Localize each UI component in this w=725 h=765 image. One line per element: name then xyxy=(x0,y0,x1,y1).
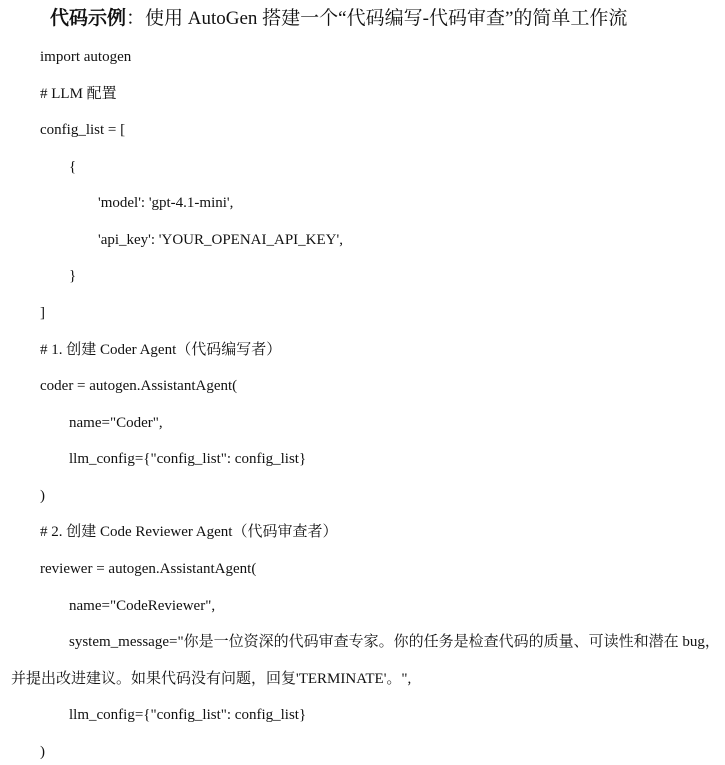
code-line: 'api_key': 'YOUR_OPENAI_API_KEY', xyxy=(98,232,343,248)
code-line: name="CodeReviewer", xyxy=(69,598,216,614)
code-line: import autogen xyxy=(40,49,132,65)
code-line: name="Coder", xyxy=(69,415,163,431)
code-line: system_message="你是一位资深的代码审查专家。你的任务是检查代码的质量、可读性和潜在 bug， xyxy=(69,634,720,650)
code-line: llm_config={"config_list": config_list} xyxy=(69,451,307,467)
code-line: ) xyxy=(40,744,45,760)
code-line: 'model': 'gpt-4.1-mini', xyxy=(98,195,234,211)
code-line: ] xyxy=(40,305,45,321)
code-line: ) xyxy=(40,488,45,504)
code-line: 并提出改进建议。如果代码没有问题，回复'TERMINATE'。", xyxy=(11,671,412,687)
code-line: } xyxy=(69,268,77,284)
code-line: config_list = [ xyxy=(40,122,126,138)
title-text: 使用 AutoGen 搭建一个“代码编写-代码审查”的简单工作流 xyxy=(145,8,628,29)
code-line: coder = autogen.AssistantAgent( xyxy=(40,378,238,394)
code-comment: # 2. 创建 Code Reviewer Agent（代码审查者） xyxy=(40,524,338,540)
code-comment: # 1. 创建 Coder Agent（代码编写者） xyxy=(40,342,282,358)
code-comment: # LLM 配置 xyxy=(40,86,117,102)
code-line: llm_config={"config_list": config_list} xyxy=(69,707,307,723)
title-bold-prefix: 代码示例 xyxy=(50,8,127,29)
code-line: reviewer = autogen.AssistantAgent( xyxy=(40,561,257,577)
title-separator: ： xyxy=(126,8,146,29)
code-line: { xyxy=(69,159,77,175)
